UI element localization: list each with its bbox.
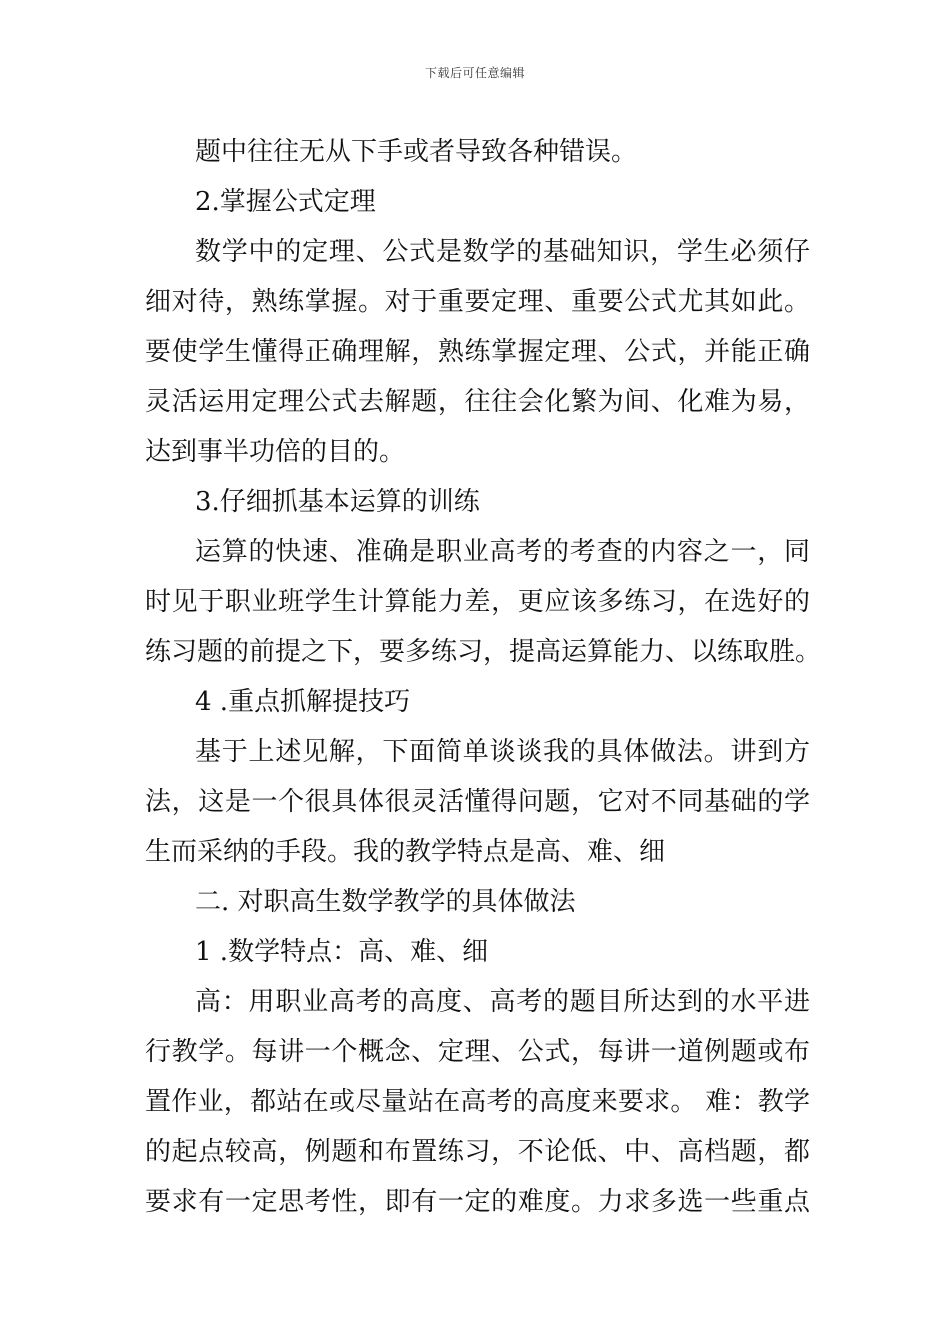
text-line: 运算的快速、准确是职业高考的考查的内容之一，同 — [195, 537, 810, 567]
text-line: 要使学生懂得正确理解，熟练掌握定理、公式，并能正确 — [145, 337, 810, 367]
text-line: 灵活运用定理公式去解题，往往会化繁为间、化难为易， — [145, 387, 810, 417]
text-line: 练习题的前提之下，要多练习，提高运算能力、以练取胜。 — [145, 637, 822, 667]
text-line: 要求有一定思考性，即有一定的难度。力求多选一些重点 — [145, 1187, 810, 1217]
text-line: 时见于职业班学生计算能力差，更应该多练习，在选好的 — [145, 587, 810, 617]
text-line: 高：用职业高考的高度、高考的题目所达到的水平进 — [195, 987, 810, 1017]
text-line: 细对待，熟练掌握。对于重要定理、重要公式尤其如此。 — [145, 287, 810, 317]
document-body — [145, 127, 822, 1227]
text-line: 生而采纳的手段。我的教学特点是高、难、细 — [145, 837, 666, 867]
text-line: 基于上述见解，下面简单谈谈我的具体做法。讲到方 — [195, 737, 810, 767]
section-heading: 2.掌握公式定理 — [195, 187, 376, 217]
section-heading: 4 .重点抓解提技巧 — [195, 687, 411, 717]
text-line: 题中往往无从下手或者导致各种错误。 — [195, 137, 638, 167]
text-line: 置作业，都站在或尽量站在高考的高度来要求。 难：教学 — [145, 1087, 810, 1117]
section-heading: 二. 对职高生数学教学的具体做法 — [195, 887, 576, 917]
text-line: 行教学。每讲一个概念、定理、公式，每讲一道例题或布 — [145, 1037, 810, 1067]
section-heading: 1 .数学特点：高、难、细 — [195, 937, 489, 967]
section-heading: 3.仔细抓基本运算的训练 — [195, 487, 480, 517]
text-line: 数学中的定理、公式是数学的基础知识，学生必须仔 — [195, 237, 810, 267]
page-header: 下载后可任意编辑 — [424, 66, 525, 80]
text-line: 法，这是一个很具体很灵活懂得问题，它对不同基础的学 — [145, 787, 810, 817]
text-line: 的起点较高，例题和布置练习，不论低、中、高档题，都 — [145, 1137, 810, 1167]
text-line: 达到事半功倍的目的。 — [145, 437, 406, 467]
